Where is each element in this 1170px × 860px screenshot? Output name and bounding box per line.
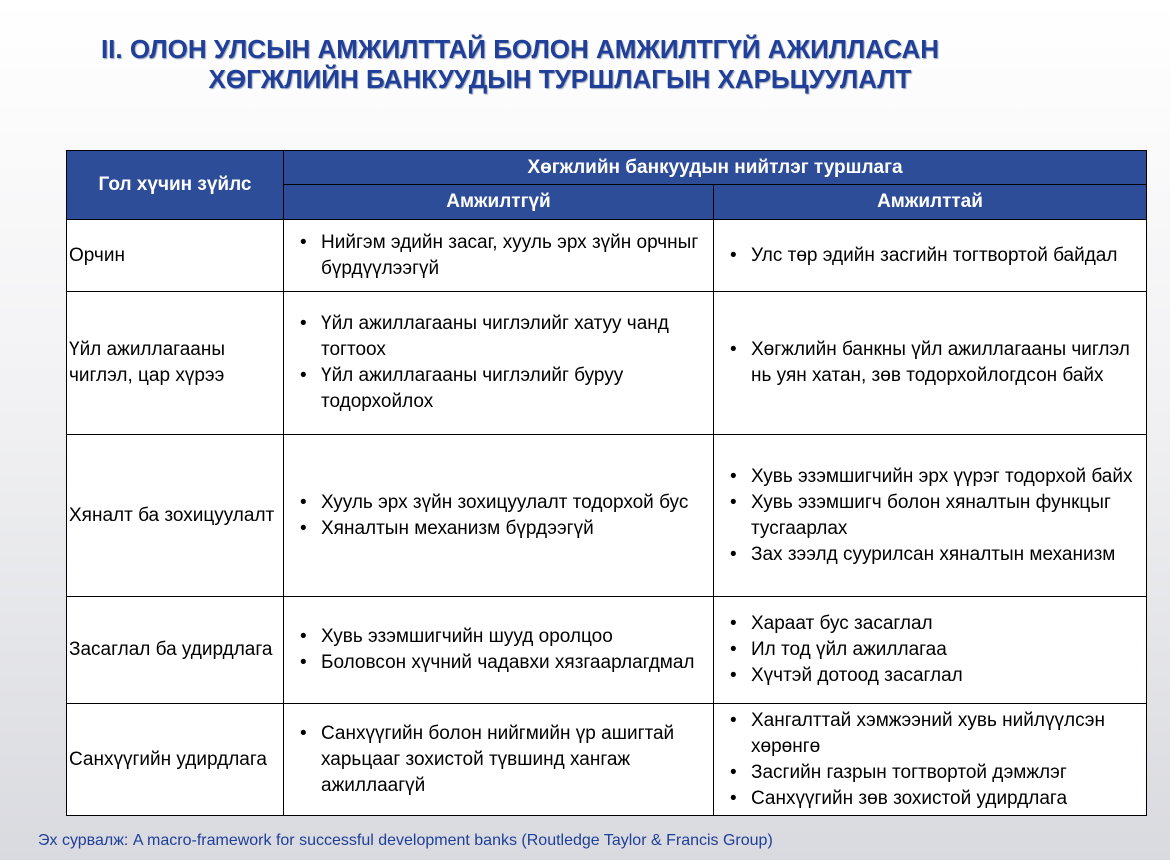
row-factor: Орчин [67, 220, 284, 292]
list-item: • Үйл ажиллагааны чиглэлийг буруу тодорхойлох [298, 363, 705, 415]
row-factor: Санхүүгийн удирдлага [67, 704, 284, 816]
list-item: • Хараат бус засаглал [728, 611, 1138, 637]
unsuccessful-cell [284, 220, 714, 292]
row-factor: Хяналт ба зохицуулалт [67, 435, 284, 597]
list-item: • Хувь эзэмшигчийн эрх үүрэг тодорхой байх [728, 464, 1138, 490]
row-factor: Үйл ажиллагааны чиглэл, цар хүрээ [67, 292, 284, 435]
source-note: Эх сурвалж: A macro-framework for successful development banks (Routledge Taylor & Francis Group) [38, 832, 773, 849]
successful-cell [714, 220, 1147, 292]
header-key-factors: Гол хүчин зүйлс [67, 151, 284, 220]
list-item: • Ил тод үйл ажиллагаа [728, 637, 1138, 663]
title-line-2: ХӨГЖЛИЙН БАНКУУДЫН ТУРШЛАГЫН ХАРЬЦУУЛАЛТ [208, 64, 912, 94]
unsuccessful-cell [284, 704, 714, 816]
header-successful: Амжилттай [714, 185, 1147, 220]
list-item: • Нийгэм эдийн засаг, хууль эрх зүйн орчныг бүрдүүлээгүй [298, 230, 705, 282]
table-row [67, 292, 1147, 435]
successful-cell [714, 597, 1147, 704]
page-title [60, 34, 1020, 94]
list-item: • Хууль эрх зүйн зохицуулалт тодорхой бус [298, 490, 705, 516]
list-item: • Улс төр эдийн засгийн тогтвортой байдал [728, 243, 1138, 269]
successful-cell [714, 292, 1147, 435]
header-common-experience: Хөгжлийн банкуудын нийтлэг туршлага [284, 151, 1147, 185]
list-item: • Хангалттай хэмжээний хувь нийлүүлсэн хөрөнгө [728, 708, 1138, 760]
successful-cell [714, 704, 1147, 816]
unsuccessful-cell [284, 435, 714, 597]
unsuccessful-cell [284, 597, 714, 704]
row-factor: Засаглал ба удирдлага [67, 597, 284, 704]
list-item: • Засгийн газрын тогтвортой дэмжлэг [728, 760, 1138, 786]
list-item: • Хувь эзэмшигчийн шууд оролцоо [298, 624, 705, 650]
list-item: • Хувь эзэмшигч болон хяналтын функцыг тусгаарлах [728, 490, 1138, 542]
table-row [67, 597, 1147, 704]
comparison-table [66, 150, 1147, 816]
list-item: • Боловсон хүчний чадавхи хязгаарлагдмал [298, 650, 705, 676]
list-item: • Хяналтын механизм бүрдээгүй [298, 516, 705, 542]
list-item: • Санхүүгийн зөв зохистой удирдлага [728, 786, 1138, 812]
header-unsuccessful: Амжилтгүй [284, 185, 714, 220]
list-item: • Хүчтэй дотоод засаглал [728, 663, 1138, 689]
list-item: • Хөгжлийн банкны үйл ажиллагааны чиглэл нь уян хатан, зөв тодорхойлогдсон байх [728, 337, 1138, 389]
list-item: • Үйл ажиллагааны чиглэлийг хатуу чанд тогтоох [298, 311, 705, 363]
table-row [67, 435, 1147, 597]
unsuccessful-cell [284, 292, 714, 435]
list-item: • Санхүүгийн болон нийгмийн үр ашигтай харьцааг зохистой түвшинд хангаж ажиллаагүй [298, 721, 705, 799]
title-line-1: II. ОЛОН УЛСЫН АМЖИЛТТАЙ БОЛОН АМЖИЛТГҮЙ АЖИЛЛАСАН [100, 34, 940, 64]
list-item: • Зах зээлд суурилсан хяналтын механизм [728, 542, 1138, 568]
table-row [67, 220, 1147, 292]
successful-cell [714, 435, 1147, 597]
table-row [67, 704, 1147, 816]
